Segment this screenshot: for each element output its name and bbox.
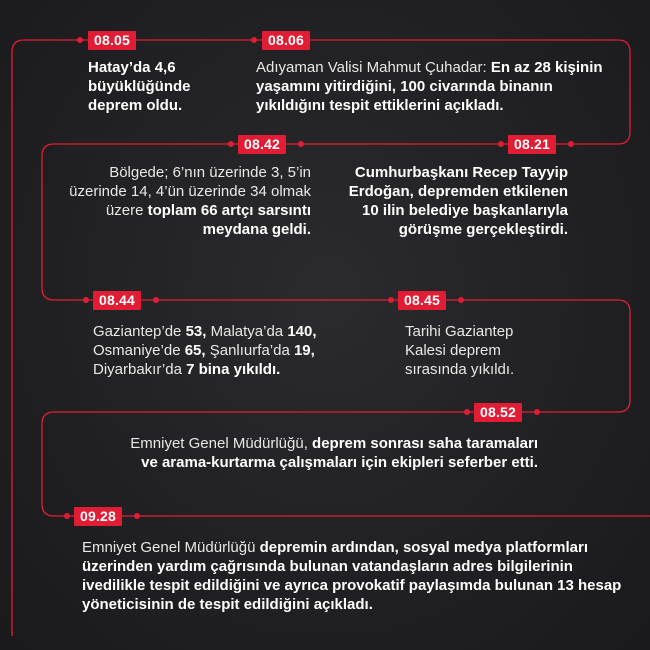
entry-text-bold: 19, xyxy=(293,342,315,359)
timeline-dot xyxy=(568,141,574,147)
entry-text-bold: toplam 66 artçı sarsıntı meydana geldi. xyxy=(147,202,311,238)
entry-text-bold: 140, xyxy=(287,323,317,340)
entry-text xyxy=(330,163,568,239)
entry-text xyxy=(93,322,373,379)
entry-text xyxy=(88,58,238,115)
entry-text-regular: Gaziantep’de xyxy=(93,323,186,340)
entry-text xyxy=(82,538,622,614)
entry-text-bold: Hatay’da 4,6 büyüklüğünde deprem oldu. xyxy=(88,59,191,114)
entry-text-regular: Malatya’da xyxy=(206,323,288,340)
entry-text xyxy=(256,58,626,115)
timeline-dot xyxy=(64,513,70,519)
time-badge: 08.05 xyxy=(88,31,136,50)
timeline-dot xyxy=(134,513,140,519)
timeline-dot xyxy=(251,37,257,43)
entry-text-regular: Emniyet Genel Müdürlüğü, xyxy=(130,435,313,452)
entry-text xyxy=(55,163,311,239)
timeline-dot xyxy=(77,37,83,43)
entry-text-regular: Adıyaman Valisi Mahmut Çuhadar: xyxy=(256,59,491,76)
timeline-dot xyxy=(388,297,394,303)
entry-text-bold: Cumhurbaşkanı Recep Tayyip Erdoğan, depremden etkilenen 10 ilin belediye başkanlarıyla görüşme gerçekleştirdi. xyxy=(348,164,568,238)
time-badge: 09.28 xyxy=(74,507,122,526)
timeline-dot xyxy=(534,409,540,415)
time-badge: 08.21 xyxy=(508,135,556,154)
timeline-dot xyxy=(83,297,89,303)
timeline-dot xyxy=(228,141,234,147)
entry-text-regular: Şanlıurfa’da xyxy=(205,342,294,359)
entry-text-bold: En az 28 kişinin yaşamını yitirdiğini, 100 civarında binanın yıkıldığını tespit ettiklerini açıkladı. xyxy=(256,59,603,114)
timeline-dot xyxy=(298,141,304,147)
entry-text-bold: depremin ardından, sosyal medya platformları üzerinden yardım çağrısında bulunan vatandaşların adres bilgilerinin ivedilikle tespit edildiğini ve ayrıca provokatif paylaşımda bulunan 13 hesap yöneticisinin de tespit edildiğini açıkladı. xyxy=(82,539,622,613)
time-badge: 08.06 xyxy=(262,31,310,50)
time-badge: 08.52 xyxy=(474,403,522,422)
entry-text-bold: 53, xyxy=(185,323,207,340)
timeline-dot xyxy=(498,141,504,147)
entry-text-regular: Osmaniye’de xyxy=(93,342,185,359)
timeline-dot xyxy=(464,409,470,415)
entry-text-regular: Tarihi Gaziantep Kalesi deprem sırasında yıkıldı. xyxy=(405,323,515,378)
time-badge: 08.45 xyxy=(398,291,446,310)
timeline-dot xyxy=(153,297,159,303)
time-badge: 08.44 xyxy=(93,291,141,310)
entry-text xyxy=(405,322,555,379)
entry-text-regular: Bölgede; 6’nın üzerinde 3, 5’in üzerinde 14, 4’ün üzerinde 34 olmak üzere xyxy=(69,164,311,219)
entry-text-bold: 7 bina yıkıldı. xyxy=(186,361,281,378)
entry-text-regular: Emniyet Genel Müdürlüğü xyxy=(82,539,260,556)
entry-text-bold: 65, xyxy=(184,342,206,359)
entry-text-regular: Diyarbakır’da xyxy=(93,361,187,378)
entry-text-bold: deprem sonrası saha taramaları ve arama-kurtarma çalışmaları için ekipleri seferber etti. xyxy=(141,435,538,471)
entry-text xyxy=(110,434,538,472)
timeline-dot xyxy=(458,297,464,303)
time-badge: 08.42 xyxy=(238,135,286,154)
